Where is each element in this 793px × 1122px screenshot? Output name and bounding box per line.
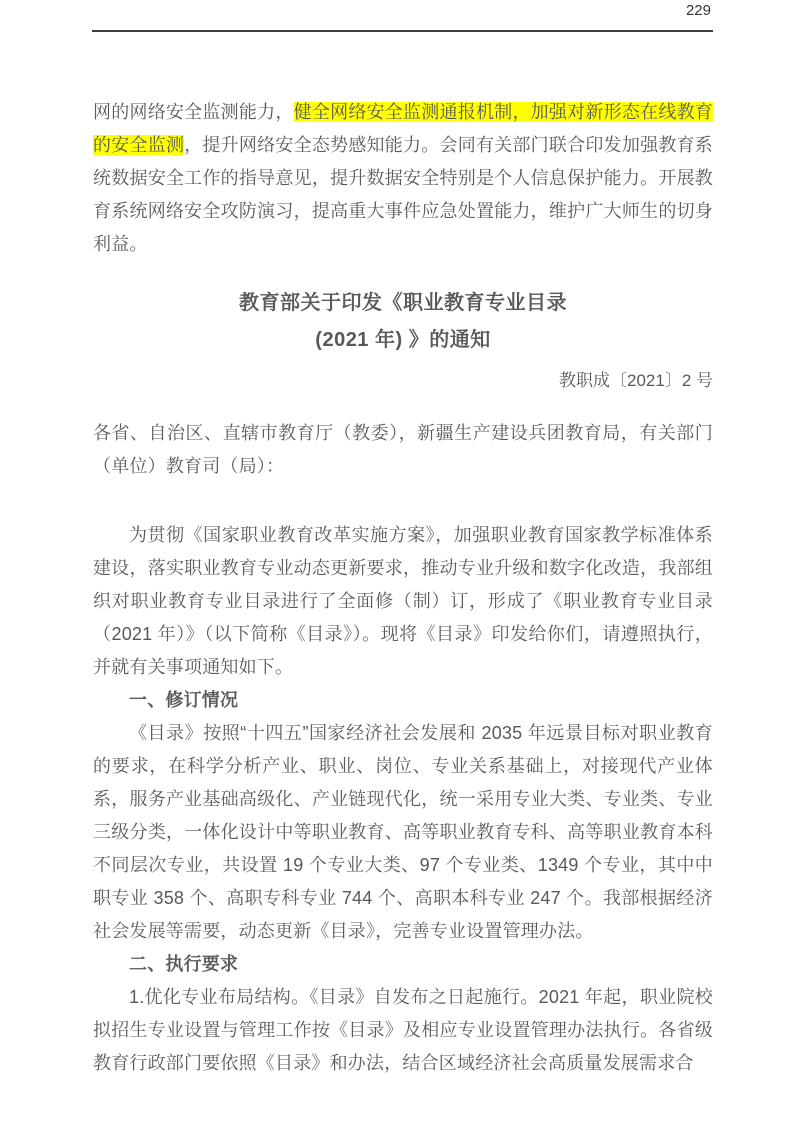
paragraph-purpose: 为贯彻《国家职业教育改革实施方案》，加强职业教育国家教学标准体系建设，落实职业教育专业动态更新要求，推动专业升级和数字化改造，我部组织对职业教育专业目录进行了全面修（制）订，形成了《职业教育专业目录（2021 年）》（以下简称《目录》）。现将《目录》印发给你们，请遵照执行，并就有关事项通知如下。: [93, 525, 713, 677]
document-number: 教职成〔2021〕2 号: [559, 371, 713, 390]
addressee-paragraph: 各省、自治区、直辖市教育厅（教委），新疆生产建设兵团教育局，有关部门（单位）教育司（局）：: [93, 423, 713, 476]
text-segment-plain: ，提升网络安全态势感知能力。会同有关部门联合印发加强教育系统数据安全工作的指导意见，提升数据安全特别是个人信息保护能力。开展教育系统网络安全攻防演习，提高重大事件应急处置能力，维护广大师生的切身利益。: [93, 135, 714, 254]
highlighted-text: 健全网络安全监测通报机制，加强对新形态在线教育的安全监测: [93, 102, 713, 155]
page-number: 229: [685, 2, 711, 19]
title-line-2: (2021 年) 》的通知: [315, 329, 491, 351]
header-rule: [92, 30, 713, 32]
section-heading-implementation: 二、执行要求: [129, 954, 239, 974]
document-title: [93, 285, 713, 359]
paragraph-revision-details: 《目录》按照“十四五”国家经济社会发展和 2035 年远景目标对职业教育的要求，在科学分析产业、职业、岗位、专业关系基础上，对接现代产业体系，服务产业基础高级化、产业链现代化，统一采用专业大类、专业类、专业三级分类，一体化设计中等职业教育、高等职业教育专科、高等职业教育本科不同层次专业，共设置 19 个专业大类、97 个专业类、1349 个专业，其中中职专业 358 个、高职专科专业 744 个、高职本科专业 247 个。我部根据经济社会发展等需要，动态更新《目录》，完善专业设置管理办法。: [93, 723, 713, 941]
paragraph-network-security: [93, 96, 713, 261]
paragraph-implementation: 1.优化专业布局结构。《目录》自发布之日起施行。2021 年起，职业院校拟招生专业设置与管理工作按《目录》及相应专业设置管理办法执行。各省级教育行政部门要依照《目录》和办法，结合区域经济社会高质量发展需求合: [93, 987, 713, 1073]
text-segment-plain: 网的网络安全监测能力，: [93, 102, 294, 122]
title-line-1: 教育部关于印发《职业教育专业目录: [239, 292, 567, 314]
section-heading-revision: 一、修订情况: [129, 690, 239, 710]
